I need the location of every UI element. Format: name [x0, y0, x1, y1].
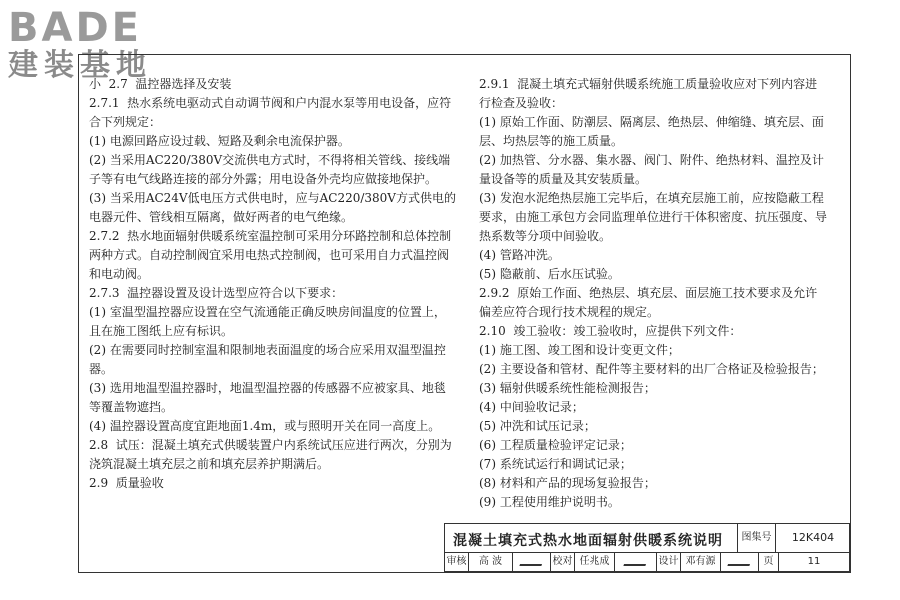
right-item: (1) 施工图、竣工图和设计变更文件；	[479, 343, 680, 357]
drawing-frame	[78, 54, 851, 573]
watermark-logo-subtitle: 建装基地	[8, 48, 152, 83]
left-item: (3) 当采用AC24V低电压方式供电时，应与AC220/380V方式供电的电器元件、管线相互隔离，做好两者的电气绝缘。	[89, 191, 456, 224]
left-item: 2.8 试压：混凝土填充式供暖装置户内系统试压应进行两次，分别为浇筑混凝土填充层之前和填充层养护期满后。	[89, 438, 452, 471]
left-item: (2) 在需要同时控制室温和限制地表面温度的场合应采用双温型温控器。	[89, 343, 446, 376]
left-item: 2.7.2 热水地面辐射供暖系统室温控制可采用分环路控制和总体控制两种方式。自动控制阀宜采用电热式控制阀，也可采用自力式温控阀和电动阀。	[89, 229, 452, 281]
left-item: (3) 选用地温型温控器时，地温型温控器的传感器不应被家具、地毯等覆盖物遮挡。	[89, 381, 446, 414]
review-label: 审核	[445, 552, 469, 572]
right-item: (5) 冲洗和试压记录；	[479, 419, 596, 433]
right-item: 2.10 竣工验收：竣工验收时，应提供下列文件：	[479, 324, 742, 338]
title-block-signature-row	[445, 552, 849, 572]
left-item: 2.7.1 热水系统电驱动式自动调节阀和户内混水泵等用电设备，应符合下列规定：	[89, 96, 452, 129]
review-name: 高 波	[469, 552, 513, 572]
signature-mark	[519, 556, 544, 566]
atlas-number: 12K404	[775, 524, 850, 552]
right-item: (1) 原始工作面、防潮层、隔离层、绝热层、伸缩缝、填充层、面层、均热层等的施工质量。	[479, 115, 824, 148]
left-item: (2) 当采用AC220/380V交流供电方式时，不得将相关管线、接线端子等有电气线路连接的部分外露；用电设备外壳均应做接地保护。	[89, 153, 451, 186]
watermark-logo-main: BADE	[8, 5, 142, 51]
left-item: (1) 室温型温控器应设置在空气流通能正确反映房间温度的位置上，且在施工图纸上应有标识。	[89, 305, 446, 338]
left-item: (1) 电源回路应设过载、短路及剩余电流保护器。	[89, 134, 350, 148]
title-block-top-row	[445, 524, 849, 553]
left-item: 小 2.7 温控器选择及安装	[89, 77, 232, 91]
left-item: 2.7.3 温控器设置及设计选型应符合以下要求：	[89, 286, 344, 300]
right-item: (8) 材料和产品的现场复验报告；	[479, 476, 656, 490]
page-number: 11	[807, 556, 821, 567]
left-item: (4) 温控器设置高度宜距地面1.4m，或与照明开关在同一高度上。	[89, 419, 441, 433]
signature-mark	[727, 556, 752, 566]
review-signature	[513, 552, 551, 572]
check-name: 任兆成	[575, 552, 615, 572]
signature-mark	[623, 556, 648, 566]
right-item: (7) 系统试运行和调试记录；	[479, 457, 632, 471]
right-item: (4) 中间验收记录；	[479, 400, 584, 414]
right-item: (9) 工程使用维护说明书。	[479, 495, 620, 509]
design-label: 设计	[657, 552, 681, 572]
right-item: (2) 加热管、分水器、集水器、阀门、附件、绝热材料、温控及计量设备等的质量及其安装质量。	[479, 153, 824, 186]
atlas-label: 图集号	[737, 524, 775, 552]
right-item: 2.9.2 原始工作面、绝热层、填充层、面层施工技术要求及允许偏差应符合现行技术规程的规定。	[479, 286, 818, 319]
right-item: (2) 主要设备和管材、配件等主要材料的出厂合格证及检验报告；	[479, 362, 824, 376]
page-label: 页	[759, 552, 779, 572]
right-item: (3) 发泡水泥绝热层施工完毕后，在填充层施工前，应按隐蔽工程要求，由施工承包方会同监理单位进行干体积密度、抗压强度、导热系数等分项中间验收。	[479, 191, 828, 243]
right-item: (6) 工程质量检验评定记录；	[479, 438, 632, 452]
right-item: (3) 辐射供暖系统性能检测报告；	[479, 381, 656, 395]
right-text-column	[479, 75, 827, 512]
design-signature	[721, 552, 759, 572]
right-item: (5) 隐蔽前、后水压试验。	[479, 267, 620, 281]
right-item: (4) 管路冲洗。	[479, 248, 560, 262]
design-name: 邓有源	[681, 552, 721, 572]
check-label: 校对	[551, 552, 575, 572]
check-signature	[615, 552, 657, 572]
title-block	[444, 523, 850, 572]
right-item: 2.9.1 混凝土填充式辐射供暖系统施工质量验收应对下列内容进行检查及验收：	[479, 77, 818, 110]
drawing-title: 混凝土填充式热水地面辐射供暖系统说明	[453, 533, 723, 549]
left-text-column	[89, 75, 457, 493]
left-item: 2.9 质量验收	[89, 476, 164, 490]
